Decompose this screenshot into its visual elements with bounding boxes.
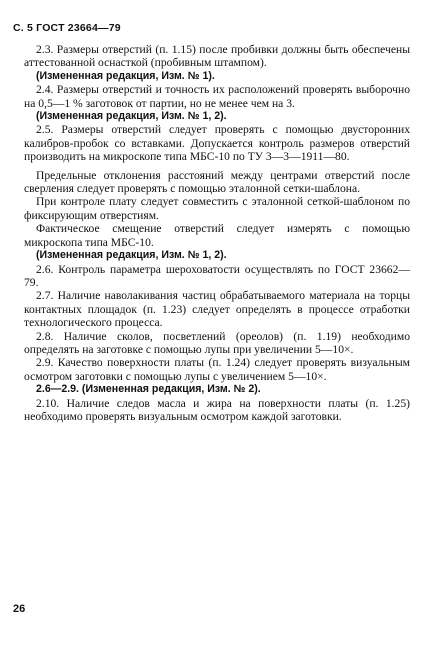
edition-note: (Измененная редакция, Изм. № 1, 2). — [36, 110, 227, 123]
edition-note: (Измененная редакция, Изм. № 1). — [36, 69, 215, 82]
paragraph-2-8: 2.8. Наличие сколов, посветлений (ореолов) (п. 1.19) необходимо определять на заготовке с помощью лупы при увеличении 5—10×. — [24, 329, 410, 356]
document-body — [24, 43, 410, 423]
paragraph-2-7: 2.7. Наличие наволакивания частиц обрабатываемого материала на торцы контактных площадок (п. 1.23) следует определять в процессе отработки технологического процесса. — [24, 289, 410, 330]
paragraph-template: При контроле плату следует совместить с эталонной сеткой-шаблоном по фиксирующим отверстиям. — [24, 195, 410, 222]
paragraph-2-4: 2.4. Размеры отверстий и точность их расположений проверять выборочно на 0,5—1 % заготовок от партии, но не менее чем на 3. — [24, 83, 410, 110]
page-header: С. 5 ГОСТ 23664—79 — [13, 22, 121, 34]
edition-note: (Измененная редакция, Изм. № 1, 2). — [36, 249, 227, 262]
paragraph-2-3: 2.3. Размеры отверстий (п. 1.15) после пробивки должны быть обеспечены аттестованной оснасткой (пробивным штампом). — [24, 43, 410, 70]
paragraph-2-9: 2.9. Качество поверхности платы (п. 1.24) следует проверять визуальным осмотром заготовки с помощью лупы с увеличением 5—10×. — [24, 356, 410, 383]
paragraph-deviation: Предельные отклонения расстояний между центрами отверстий после сверления следует проверять с помощью эталонной сетки-шаблона. — [24, 168, 410, 196]
edition-note: 2.6—2.9. (Измененная редакция, Изм. № 2). — [36, 383, 261, 396]
paragraph-2-6: 2.6. Контроль параметра шероховатости осуществлять по ГОСТ 23662—79. — [24, 262, 410, 289]
paragraph-offset: Фактическое смещение отверстий следует измерять с помощью микроскопа типа МБС-10. — [24, 222, 410, 249]
paragraph-2-10: 2.10. Наличие следов масла и жира на поверхности платы (п. 1.25) необходимо проверять визуальным осмотром каждой заготовки. — [24, 396, 410, 423]
paragraph-2-5: 2.5. Размеры отверстий следует проверять с помощью двусторонних калибров-пробок со вставками. Допускается контроль размеров отверстий производить на микроскопе типа МБС-10 по ТУ 3—3—1911—80. — [24, 123, 410, 164]
page-number: 26 — [13, 603, 26, 615]
